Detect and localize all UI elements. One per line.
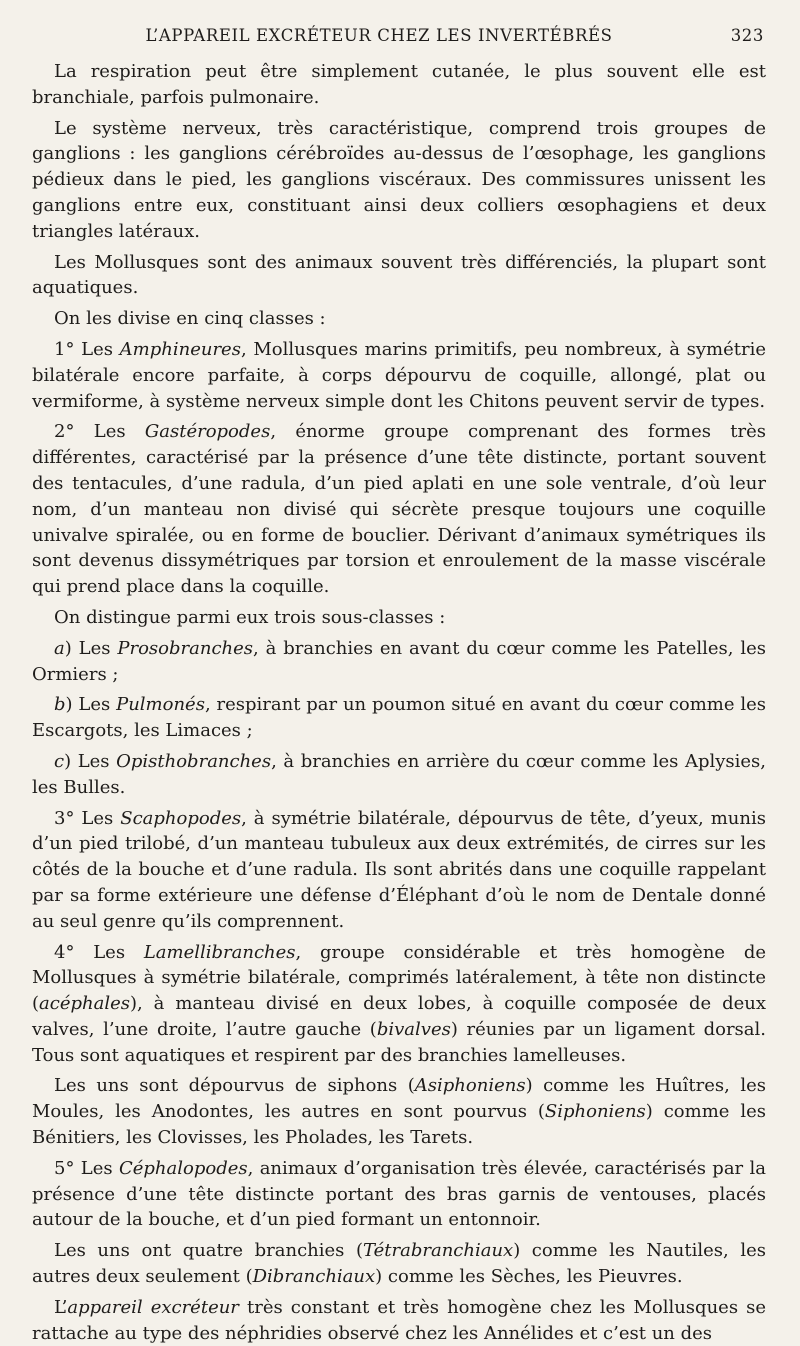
italic-text: a <box>54 637 65 659</box>
text-run: 3° Les <box>54 807 121 829</box>
paragraph <box>32 749 766 801</box>
italic-text: Lamellibranches <box>143 941 296 963</box>
text-run: , énorme groupe comprenant des formes très différentes, caractérisé par la présence d’une tête distincte, portant souvent des tentacules, d’une radula, d’un pied aplati en une sole ventrale, d’où leur nom, d’un manteau non divisé qui sécrète presque toujours une coquille univalve spiralée, ou en forme de bouclier. Dérivant d’animaux symétriques ils sont devenus dissymétriques par torsion et enroulement de la masse viscérale qui prend place dans la coquille. <box>32 421 766 598</box>
italic-text: Siphoniens <box>544 1101 646 1123</box>
text-run: Les uns ont quatre branchies ( <box>54 1240 363 1262</box>
text-run: , groupe considérable et très homogène de Mollusques à symétrie bilatérale, comprimés latéralement, à tête non distincte ( <box>32 941 766 1015</box>
text-run: , Mollusques marins primitifs, peu nombreux, à symétrie bilatérale encore parfaite, à corps dépourvu de coquille, allongé, plat ou vermiforme, à système nerveux simple dont les Chitons peuvent servir de types. <box>32 338 766 412</box>
text-run: Le système nerveux, très caractéristique, comprend trois groupes de ganglions : les ganglions cérébroïdes au-dessus de l’œsophage, les ganglions pédieux dans le pied, les ganglions viscéraux. Des commissures unissent les ganglions entre eux, constituant ainsi deux colliers œsophagiens et deux triangles latéraux. <box>32 117 766 242</box>
text-run: , à symétrie bilatérale, dépourvus de tête, d’yeux, munis d’un pied trilobé, d’un manteau tubuleux aux deux extrémités, de cirres sur les côtés de la bouche et d’une radula. Ils sont abrités dans une coquille rappelant par sa forme extérieure une défense d’Éléphant d’où le nom de Dentale donné au seul genre qu’ils comprennent. <box>32 807 766 932</box>
paragraph <box>32 337 766 414</box>
italic-text: b <box>54 694 66 716</box>
text-run: Les Mollusques sont des animaux souvent très différenciés, la plupart sont aquatiques. <box>32 251 766 299</box>
text-run: ) comme les Sèches, les Pieuvres. <box>375 1266 683 1288</box>
paragraph <box>32 1156 766 1233</box>
text-run: On distingue parmi eux trois sous-classes : <box>54 606 446 628</box>
text-run: 1° Les <box>54 338 120 360</box>
paragraph <box>32 636 766 688</box>
text-run: Les uns sont dépourvus de siphons ( <box>54 1075 415 1097</box>
paragraph <box>32 940 766 1069</box>
page-number: 323 <box>730 26 764 45</box>
text-run: , à branchies en avant du cœur comme les Patelles, les Ormiers ; <box>32 637 767 685</box>
paragraph <box>32 692 766 744</box>
text-run: La respiration peut être simplement cutanée, le plus souvent elle est branchiale, parfois pulmonaire. <box>32 61 766 108</box>
italic-text: Asiphoniens <box>414 1075 526 1097</box>
italic-text: Scaphopodes <box>120 807 242 829</box>
text-run: 2° Les <box>54 421 145 443</box>
italic-text: Tétrabranchiaux <box>363 1240 514 1262</box>
text-run: 4° Les <box>54 941 144 963</box>
text-run: , à branchies en arrière du cœur comme les Aplysies, les Bulles. <box>32 750 766 798</box>
text-run: ) Les <box>65 694 117 716</box>
paragraph <box>32 250 766 302</box>
paragraph <box>32 59 766 111</box>
text-run: ) comme les Bénitiers, les Clovisses, les Pholades, les Tarets. <box>32 1101 767 1149</box>
running-head <box>32 26 766 52</box>
paragraph <box>32 1238 766 1290</box>
italic-text: Dibranchiaux <box>252 1266 376 1288</box>
text-run: On les divise en cinq classes : <box>54 308 326 330</box>
italic-text: c <box>54 750 65 772</box>
italic-text: appareil excréteur <box>67 1296 239 1318</box>
italic-text: acéphales <box>39 993 130 1015</box>
paragraph <box>32 806 766 935</box>
text-run: ) réunies par un ligament dorsal. Tous sont aquatiques et respirent par des branchies lamelleuses. <box>32 1018 766 1066</box>
paragraph <box>32 605 766 631</box>
text-run: ) Les <box>64 750 117 772</box>
paragraph <box>32 1073 766 1150</box>
page-body <box>32 59 766 1346</box>
text-run: très constant et très homogène chez les Mollusques se rattache au type des néphridies observé chez les Annélides et c’est un des <box>32 1296 766 1344</box>
italic-text: Pulmonés <box>116 694 205 716</box>
text-run: ) Les <box>64 637 118 659</box>
italic-text: Opisthobranches <box>116 750 272 772</box>
italic-text: bivalves <box>376 1018 451 1040</box>
paragraph <box>32 1295 766 1346</box>
italic-text: Céphalopodes <box>118 1157 248 1179</box>
paragraph <box>32 419 766 600</box>
paragraph <box>32 306 766 332</box>
text-run: , animaux d’organisation très élevée, caractérisés par la présence d’une tête distincte portant des bras garnis de ventouses, placés autour de la bouche, et d’un pied formant un entonnoir. <box>32 1157 766 1231</box>
paragraph <box>32 116 766 245</box>
text-run: ), à manteau divisé en deux lobes, à coquille composée de deux valves, l’une droite, l’autre gauche ( <box>32 993 766 1040</box>
italic-text: Prosobranches <box>117 637 254 659</box>
text-run: ) comme les Nautiles, les autres deux seulement ( <box>32 1240 766 1288</box>
running-title: L’APPAREIL EXCRÉTEUR CHEZ LES INVERTÉBRÉS <box>145 26 613 45</box>
text-run: 5° Les <box>54 1157 119 1179</box>
text-run: , respirant par un poumon situé en avant du cœur comme les Escargots, les Limaces ; <box>32 694 767 742</box>
italic-text: Amphineures <box>119 338 241 360</box>
text-run: L’ <box>54 1296 68 1318</box>
italic-text: Gastéropodes <box>144 421 271 443</box>
text-run: ) comme les Huîtres, les Moules, les Anodontes, les autres en sont pourvus ( <box>32 1075 767 1123</box>
